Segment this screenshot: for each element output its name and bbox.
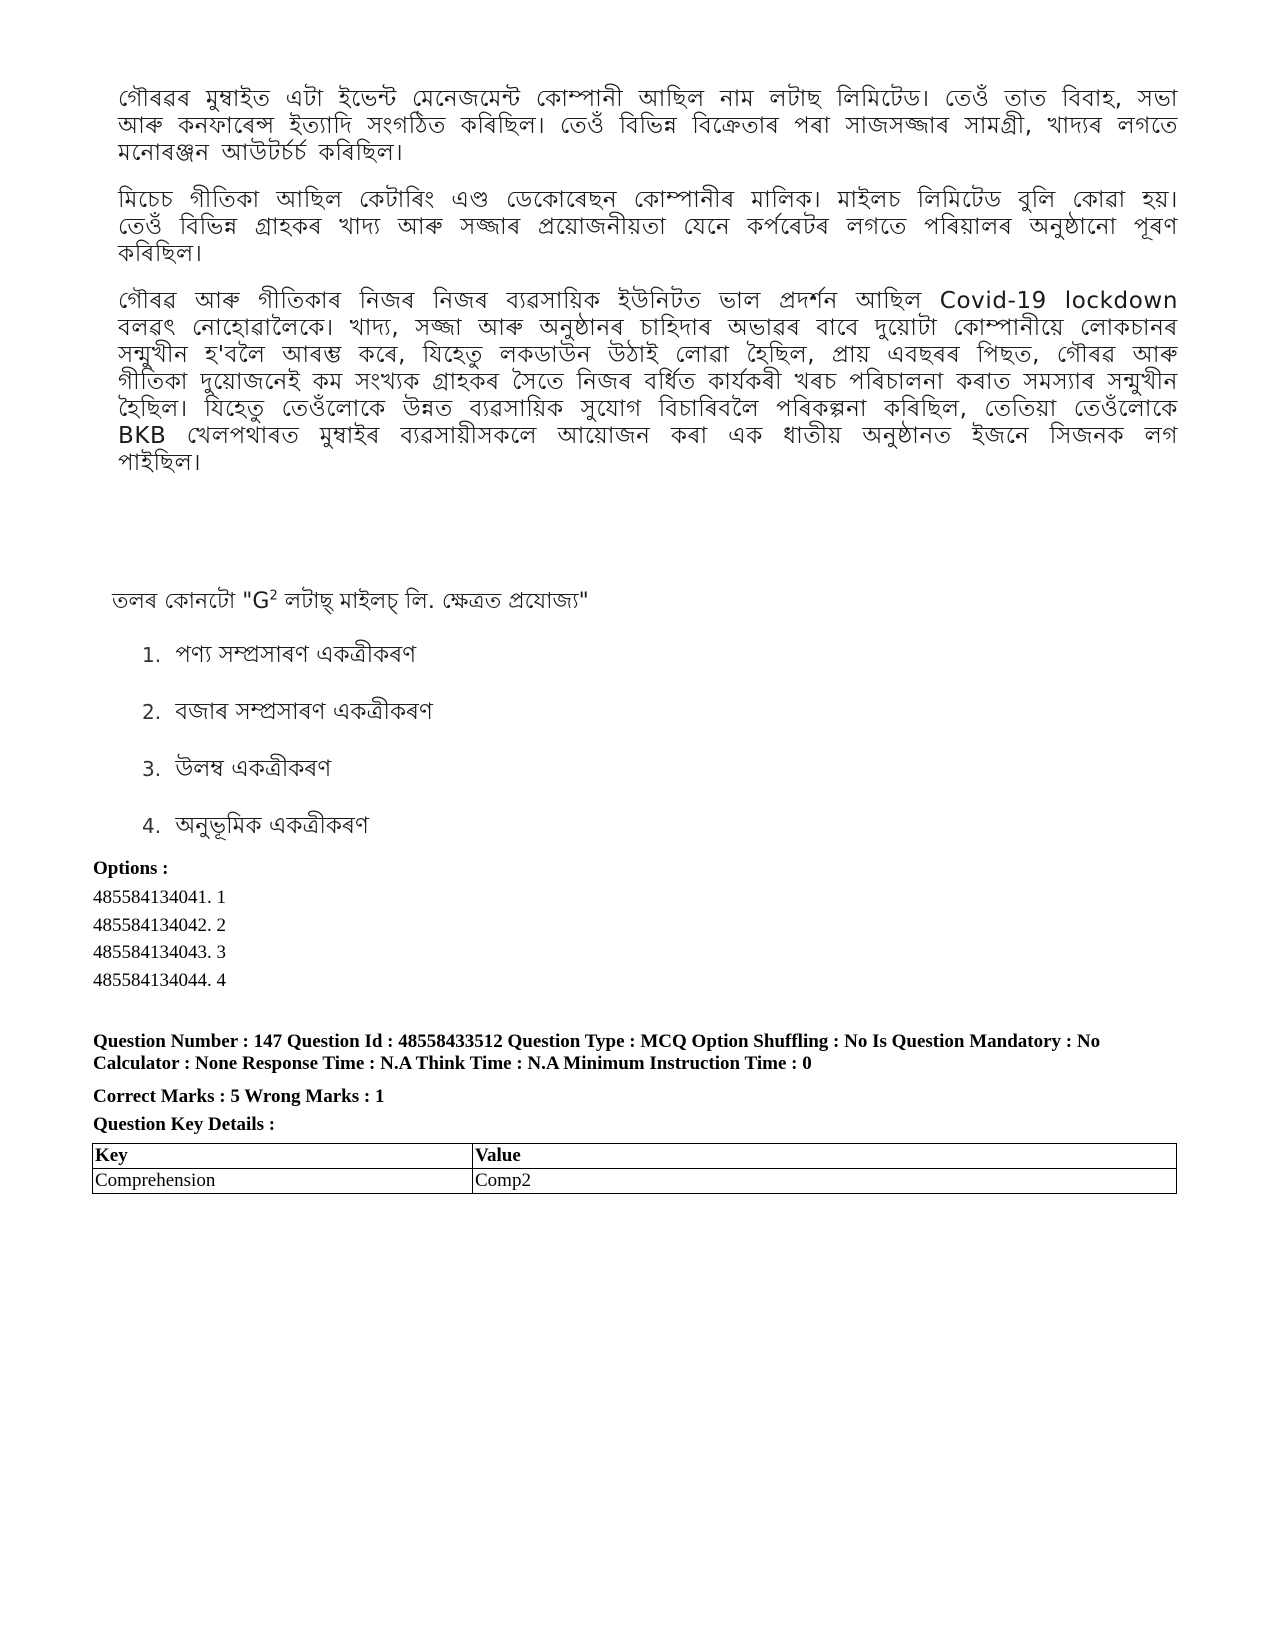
statement-number: 3.: [142, 757, 162, 781]
option-item: 485584134043. 3: [93, 942, 226, 963]
question-metadata: Question Number : 147 Question Id : 48558433512 Question Type : MCQ Option Shuffling : No Is Question Mandatory : No Calculator : None Response Time : N.A Think Time : N.A Minimum Instruction Time : 0: [93, 1031, 1101, 1074]
question-stem: [112, 584, 589, 621]
passage-paragraph: গৌৰৱ আৰু গীতিকাৰ নিজৰ নিজৰ ব্যৱসায়িক ইউনিটত ভাল প্ৰদৰ্শন আছিল Covid-19 lockdown বলৱৎ নোহোৱালৈকে। খাদ্য, সজ্জা আৰু অনুষ্ঠানৰ চাহিদাৰ অভাৱৰ বাবে দুয়োটা কোম্পানীয়ে লোকচানৰ সন্মুখীন হ'বলৈ আৰম্ভ কৰে, যিহেতু লকডাউন উঠাই লোৱা হৈছিল, প্ৰায় এবছৰৰ পিছত, গৌৰৱ আৰু গীতিকা দুয়োজনেই কম সংখ্যক গ্ৰাহকৰ সৈতে নিজৰ বৰ্ধিত কাৰ্যকৰী খৰচ পৰিচালনা কৰাত সমস্যাৰ সন্মুখীন হৈছিল। যিহেতু তেওঁলোকে উন্নত ব্যৱসায়িক সুযোগ বিচাৰিবলৈ পৰিকল্পনা কৰিছিল, তেতিয়া তেওঁলোকে BKB খেলপথাৰত মুম্বাইৰ ব্যৱসায়ীসকলে আয়োজন কৰা এক ধাতীয় অনুষ্ঠানত ইজনে সিজনক লগ পাইছিল।: [118, 288, 1178, 476]
key-details-heading: Question Key Details :: [93, 1114, 276, 1135]
table-cell-key: Comprehension: [93, 1169, 473, 1194]
statement-item: [142, 754, 433, 811]
question-stem-part: তলৰ কোনটো "G: [112, 589, 270, 614]
table-header-value: Value: [473, 1144, 1177, 1169]
table-row: [93, 1169, 1177, 1194]
table-header-row: [93, 1144, 1177, 1169]
statement-item: [142, 640, 433, 697]
statement-text: অনুভূমিক একত্ৰীকৰণ: [175, 813, 369, 839]
options-list: [93, 884, 226, 994]
statement-text: উলম্ব একত্ৰীকৰণ: [175, 756, 332, 782]
statement-text: বজাৰ সম্প্ৰসাৰণ একত্ৰীকৰণ: [175, 699, 433, 725]
statement-number: 4.: [142, 814, 162, 838]
options-heading: Options :: [93, 858, 169, 879]
passage: [118, 86, 1178, 497]
option-item: 485584134042. 2: [93, 914, 226, 936]
key-details-table: [92, 1143, 1177, 1194]
marks-info: Correct Marks : 5 Wrong Marks : 1: [93, 1086, 385, 1107]
question-stem-part: লটাছ্ মাইলচ্ লি. ক্ষেত্ৰত প্ৰযোজ্য": [277, 589, 589, 614]
statement-item: [142, 811, 433, 868]
table-cell-value: Comp2: [473, 1169, 1177, 1194]
statement-item: [142, 697, 433, 754]
option-item: 485584134041. 1: [93, 887, 226, 908]
question-stem-superscript: 2: [269, 588, 278, 604]
statement-number: 1.: [142, 643, 162, 667]
passage-paragraph: গৌৰৱৰ মুম্বাইত এটা ইভেন্ট মেনেজমেন্ট কোম্পানী আছিল নাম লটাছ লিমিটেড। তেওঁ তাত বিবাহ, সভা আৰু কনফাৰেন্স ইত্যাদি সংগঠিত কৰিছিল। তেওঁ বিভিন্ন বিক্রেতাৰ পৰা সাজসজ্জাৰ সামগ্ৰী, খাদ্যৰ লগতে মনোৰঞ্জন আউটৰ্চৰ্চ কৰিছিল।: [118, 86, 1178, 166]
passage-paragraph: মিচেচ গীতিকা আছিল কেটাৰিং এণ্ড ডেকোৰেছন কোম্পানীৰ মালিক। মাইলচ লিমিটেড বুলি কোৱা হয়। তেওঁ বিভিন্ন গ্ৰাহকৰ খাদ্য আৰু সজ্জাৰ প্ৰয়োজনীয়তা যেনে কৰ্পৰেটৰ লগতে পৰিয়ালৰ অনুষ্ঠানো পূৰণ কৰিছিল।: [118, 187, 1178, 267]
statement-list: [142, 640, 433, 868]
statement-number: 2.: [142, 700, 162, 724]
statement-text: পণ্য সম্প্ৰসাৰণ একত্ৰীকৰণ: [175, 642, 417, 668]
option-item: 485584134044. 4: [93, 969, 226, 991]
table-header-key: Key: [93, 1144, 473, 1169]
